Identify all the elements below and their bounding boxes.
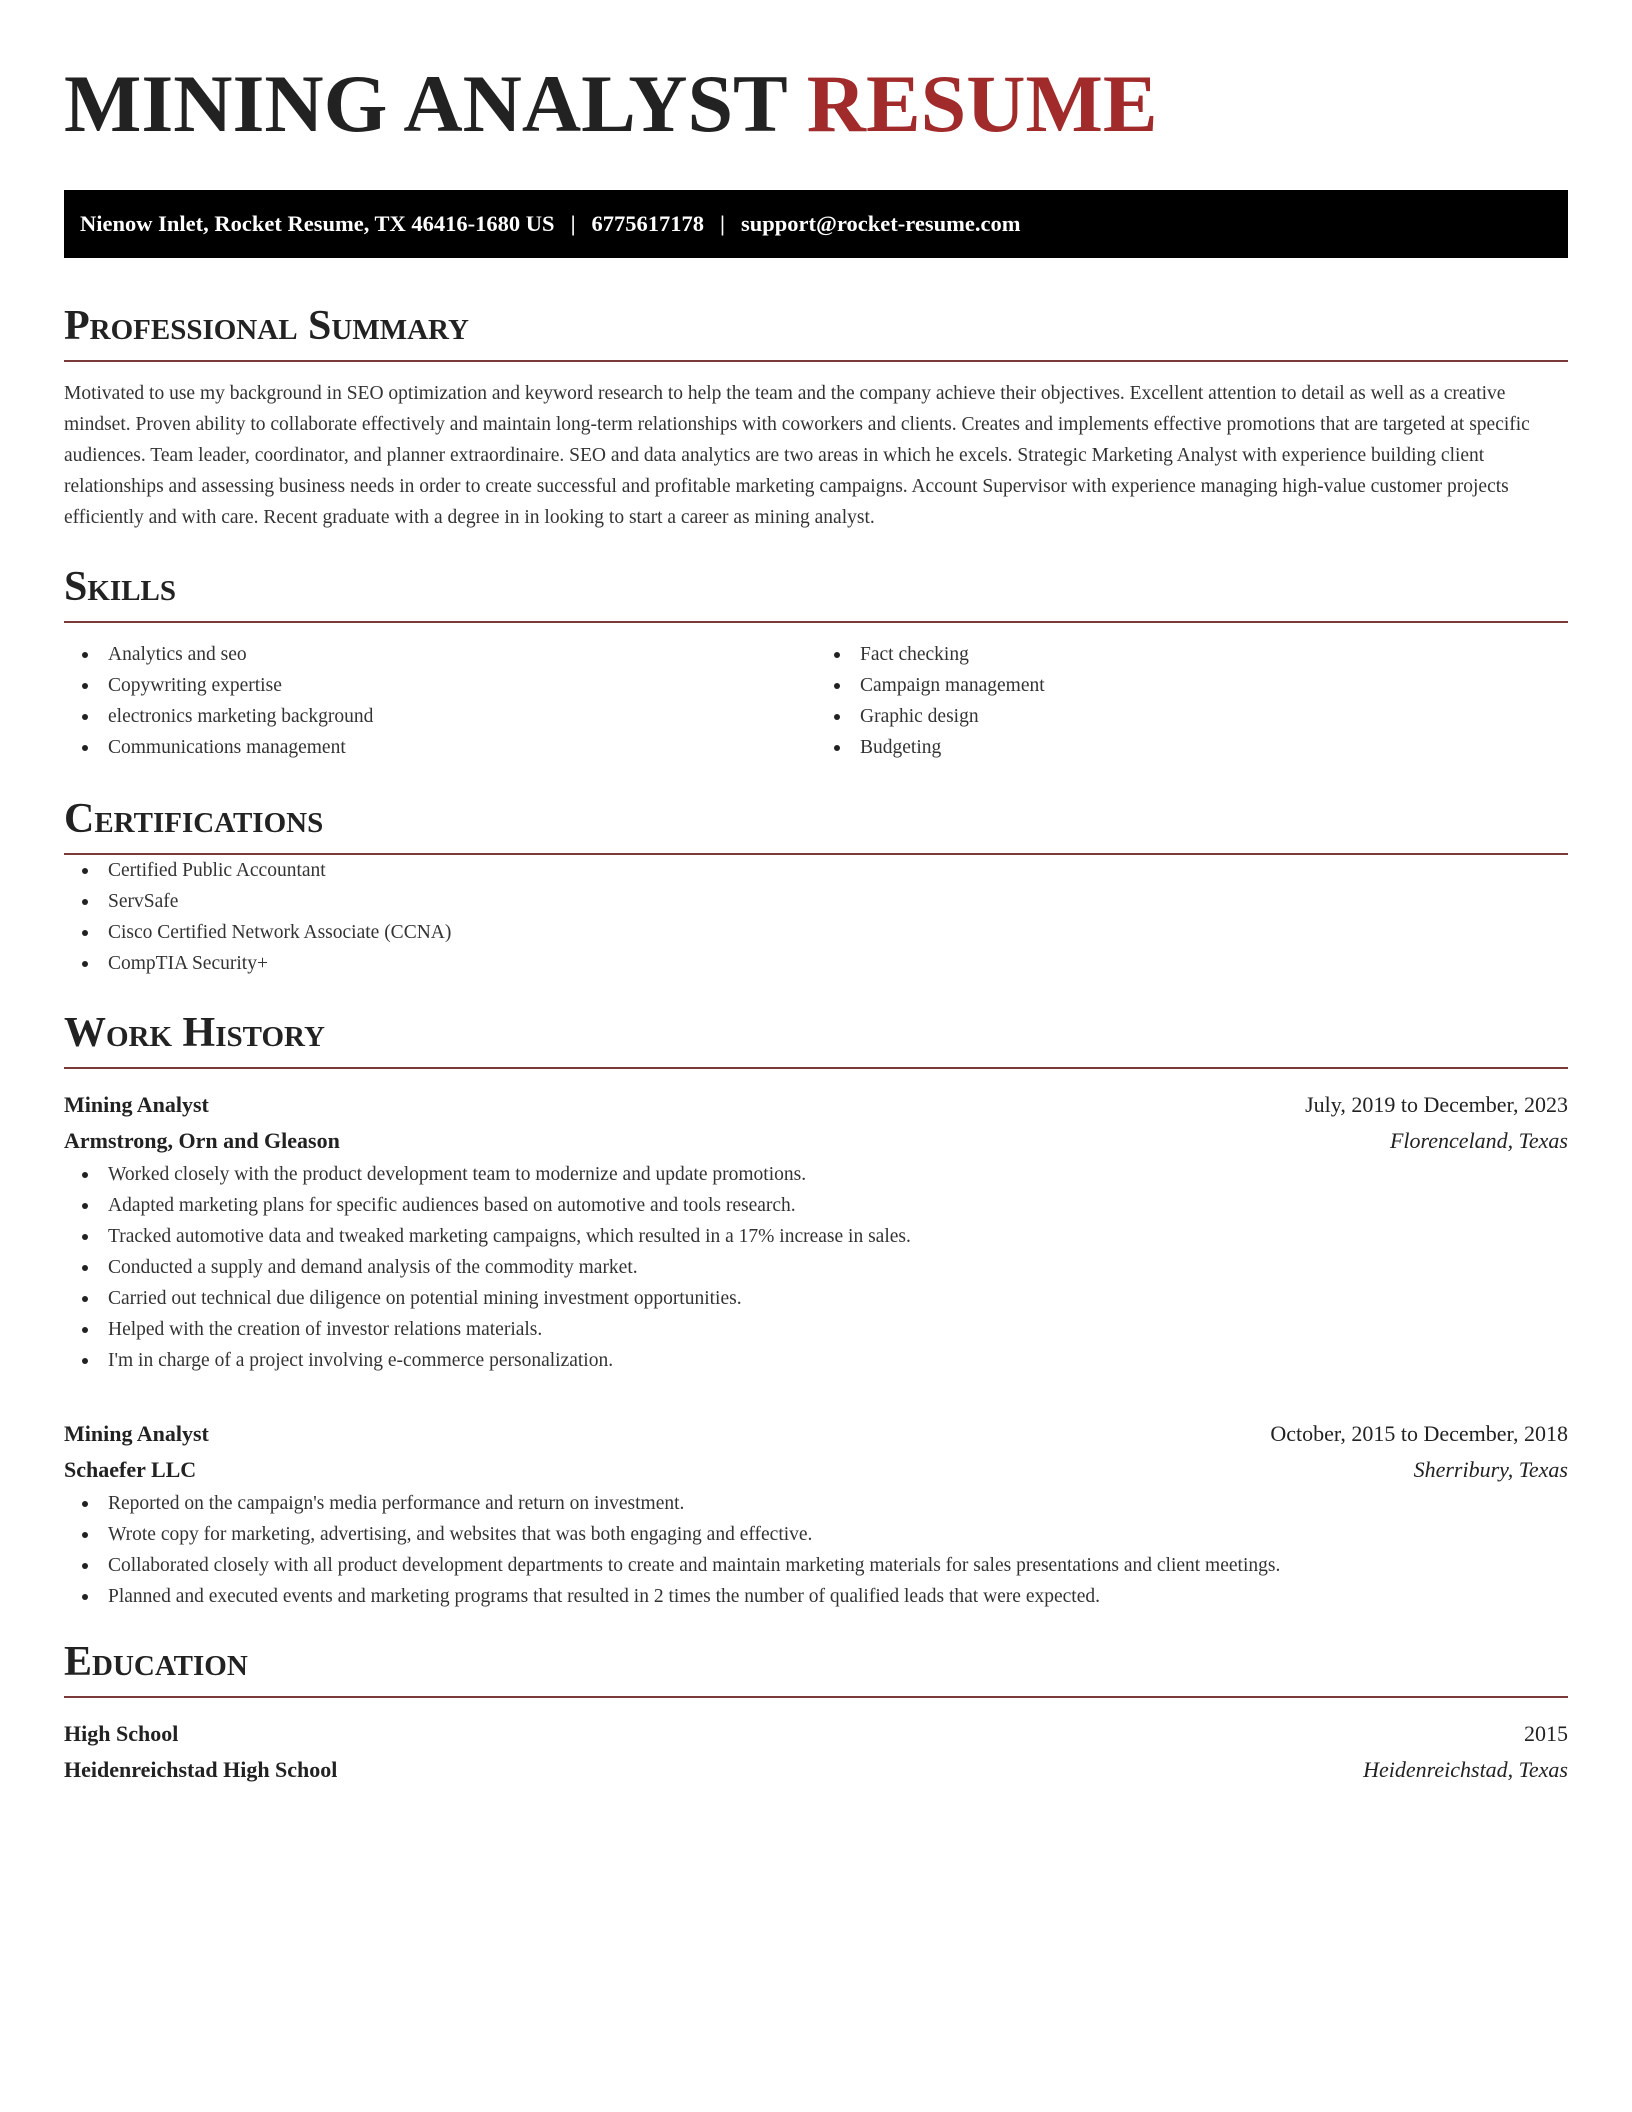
education-school: Heidenreichstad High School — [64, 1757, 338, 1782]
job-entry — [64, 1416, 1568, 1612]
page-title — [64, 56, 1568, 152]
section-divider — [64, 1696, 1568, 1698]
job-location: Florenceland, Texas — [1389, 1128, 1568, 1153]
skill-item: Analytics and seo — [64, 639, 816, 670]
job-duty: Wrote copy for marketing, advertising, and websites that was both engaging and effective. — [64, 1519, 1568, 1550]
education-location: Heidenreichstad, Texas — [1363, 1757, 1568, 1782]
certification-item: Certified Public Accountant — [64, 855, 1568, 886]
job-duty: Helped with the creation of investor relations materials. — [64, 1314, 1568, 1345]
job-location: Sherribury, Texas — [1413, 1457, 1568, 1482]
contact-bar — [64, 190, 1568, 258]
job-title: Mining Analyst — [64, 1092, 209, 1117]
education-year: 2015 — [1524, 1721, 1568, 1746]
contact-phone: 6775617178 — [591, 211, 705, 236]
skill-item: Fact checking — [816, 639, 1568, 670]
job-title: Mining Analyst — [64, 1421, 209, 1446]
section-divider — [64, 621, 1568, 623]
education-heading: Education — [64, 1639, 248, 1685]
certifications-list — [64, 855, 1568, 979]
job-duty: Reported on the campaign's media performance and return on investment. — [64, 1488, 1568, 1519]
skill-item: Graphic design — [816, 701, 1568, 732]
certifications-heading: Certifications — [64, 796, 324, 842]
certification-item: ServSafe — [64, 886, 1568, 917]
job-duty: Adapted marketing plans for specific audiences based on automotive and tools research. — [64, 1190, 1568, 1221]
skill-item: electronics marketing background — [64, 701, 816, 732]
job-dates: July, 2019 to December, 2023 — [1305, 1092, 1568, 1117]
contact-address: Nienow Inlet, Rocket Resume, TX 46416-1680 US — [80, 211, 555, 236]
job-duty: Worked closely with the product development team to modernize and update promotions. — [64, 1159, 1568, 1190]
work-history-heading: Work History — [64, 1010, 325, 1056]
job-duties — [64, 1488, 1568, 1612]
certification-item: CompTIA Security+ — [64, 948, 1568, 979]
job-duty: Conducted a supply and demand analysis of the commodity market. — [64, 1252, 1568, 1283]
skill-item: Communications management — [64, 732, 816, 763]
summary-text: Motivated to use my background in SEO optimization and keyword research to help the team and the company achieve their objectives. Excellent attention to detail as well as a creative mindset. Proven ability to collaborate effectively and maintain long-term relationships with coworkers and clients. Creates and implements effective promotions that are targeted at specific audiences. Team leader, coordinator, and planner extraordinaire. SEO and data analytics are two areas in which he excels. Strategic Marketing Analyst with experience building client relationships and assessing business needs in order to create successful and profitable marketing campaigns. Account Supervisor with experience managing high-value customer projects efficiently and with care. Recent graduate with a degree in in looking to start a career as mining analyst. — [64, 383, 1530, 528]
job-duty: Planned and executed events and marketing programs that resulted in 2 times the number of qualified leads that were expected. — [64, 1581, 1568, 1612]
job-company: Armstrong, Orn and Gleason — [64, 1128, 340, 1153]
section-divider — [64, 1067, 1568, 1069]
skill-item: Budgeting — [816, 732, 1568, 763]
contact-email: support@rocket-resume.com — [741, 211, 1021, 236]
job-duty: Tracked automotive data and tweaked marketing campaigns, which resulted in a 17% increase in sales. — [64, 1221, 1568, 1252]
job-dates: October, 2015 to December, 2018 — [1270, 1421, 1568, 1446]
title-accent: RESUME — [806, 58, 1158, 149]
job-duty: Collaborated closely with all product development departments to create and maintain marketing materials for sales presentations and client meetings. — [64, 1550, 1568, 1581]
job-duty: Carried out technical due diligence on potential mining investment opportunities. — [64, 1283, 1568, 1314]
contact-separator: | — [720, 211, 726, 236]
skill-item: Copywriting expertise — [64, 670, 816, 701]
job-company: Schaefer LLC — [64, 1457, 197, 1482]
summary-heading: Professional Summary — [64, 303, 469, 349]
certification-item: Cisco Certified Network Associate (CCNA) — [64, 917, 1568, 948]
skills-heading: Skills — [64, 564, 177, 610]
education-degree: High School — [64, 1721, 179, 1746]
skills-list — [64, 639, 1568, 763]
education-entry — [64, 1716, 1568, 1788]
job-duty: I'm in charge of a project involving e-commerce personalization. — [64, 1345, 1568, 1376]
skills-column-left — [64, 639, 816, 763]
contact-separator: | — [570, 211, 576, 236]
section-divider — [64, 360, 1568, 362]
job-entry — [64, 1087, 1568, 1376]
title-main: MINING ANALYST — [64, 58, 787, 149]
skills-column-right — [816, 639, 1568, 763]
job-duties — [64, 1159, 1568, 1376]
skill-item: Campaign management — [816, 670, 1568, 701]
